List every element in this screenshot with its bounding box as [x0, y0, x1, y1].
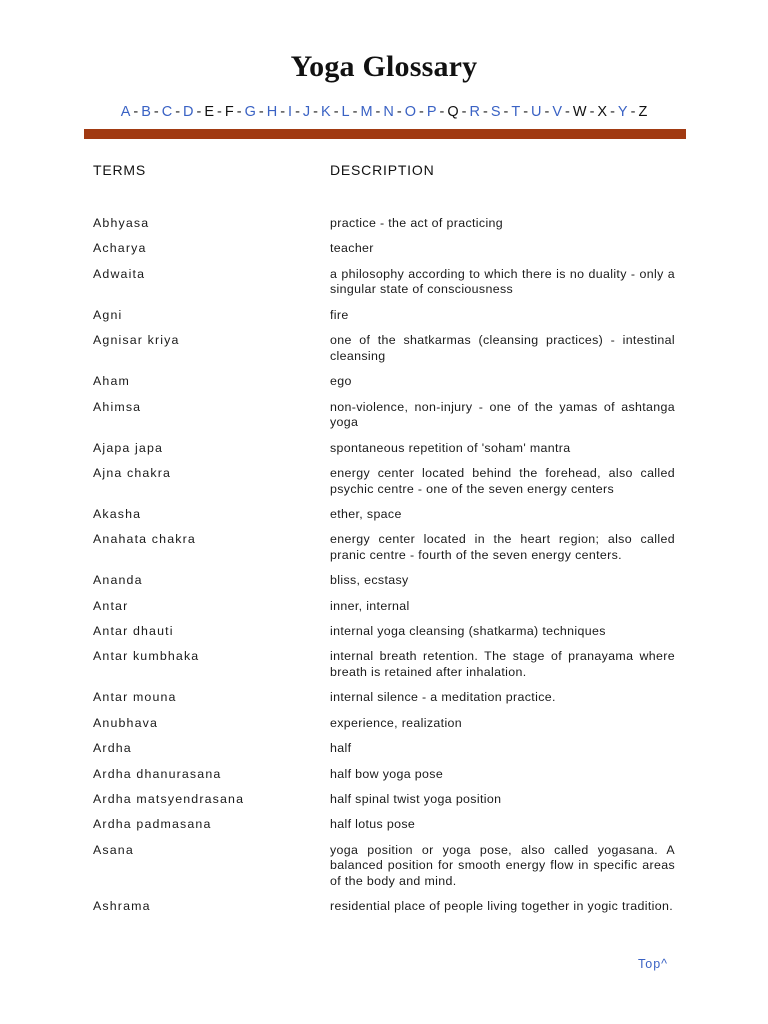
alphabet-separator: -	[544, 104, 550, 120]
table-row	[0, 466, 768, 497]
table-row	[0, 843, 768, 890]
alphabet-separator: -	[258, 104, 264, 120]
glossary-description: fire	[330, 307, 349, 322]
table-row	[0, 624, 768, 640]
glossary-term: Ashrama	[93, 899, 151, 914]
glossary-description: ether, space	[330, 506, 402, 521]
alphabet-letter-x: X	[597, 104, 608, 120]
table-row	[0, 308, 768, 324]
glossary-term: Ahimsa	[93, 399, 142, 414]
alphabet-separator: -	[439, 104, 445, 120]
alphabet-separator: -	[523, 104, 529, 120]
alphabet-separator: -	[375, 104, 381, 120]
glossary-term: Antar dhauti	[93, 624, 174, 639]
alphabet-letter-b[interactable]: B	[141, 104, 151, 120]
table-row	[0, 216, 768, 232]
glossary-term: Adwaita	[93, 266, 146, 281]
glossary-description: energy center located behind the forehead, also called psychic centre - one of the seven energy centers	[330, 465, 675, 496]
glossary-description: half bow yoga pose	[330, 766, 444, 781]
glossary-term: Ardha matsyendrasana	[93, 791, 245, 806]
table-row	[0, 400, 768, 431]
table-row	[0, 441, 768, 457]
glossary-term: Akasha	[93, 506, 142, 521]
alphabet-letter-s[interactable]: S	[490, 104, 501, 120]
alphabet-separator: -	[175, 104, 181, 120]
alphabet-letter-m[interactable]: M	[360, 104, 373, 120]
alphabet-letter-z: Z	[638, 104, 648, 120]
alphabet-separator: -	[610, 104, 615, 120]
glossary-description: energy center located in the heart region; also called pranic centre - fourth of the seven energy centers.	[330, 532, 675, 562]
table-row	[0, 741, 768, 757]
alphabet-separator: -	[196, 104, 202, 120]
alphabet-separator: -	[333, 104, 339, 120]
alphabet-letter-v[interactable]: V	[552, 104, 563, 120]
glossary-description: yoga position or yoga pose, also called yogasana. A balanced position for smooth energy flow in specific areas of the body and mind.	[330, 842, 675, 888]
glossary-term: Antar	[93, 598, 129, 613]
alphabet-separator: -	[630, 104, 636, 120]
terms-column-header: TERMS	[93, 162, 146, 178]
alphabet-letter-u[interactable]: U	[531, 104, 542, 120]
table-row	[0, 690, 768, 706]
glossary-description: non-violence, non-injury - one of the yamas of ashtanga yoga	[330, 399, 675, 430]
alphabet-letter-d[interactable]: D	[183, 104, 194, 120]
alphabet-letter-q: Q	[447, 104, 459, 120]
glossary-term: Ardha	[93, 741, 132, 756]
glossary-description: internal silence - a meditation practice.	[330, 690, 556, 705]
description-column-header: DESCRIPTION	[330, 162, 435, 178]
glossary-term: Agnisar kriya	[93, 333, 180, 348]
alphabet-letter-i[interactable]: I	[288, 104, 293, 120]
glossary-table	[0, 216, 768, 925]
alphabet-letter-g[interactable]: G	[244, 104, 256, 120]
table-row	[0, 267, 768, 298]
alphabet-letter-p[interactable]: P	[426, 104, 437, 120]
alphabet-separator: -	[461, 104, 467, 120]
glossary-description: spontaneous repetition of 'soham' mantra	[330, 440, 571, 455]
alphabet-separator: -	[295, 104, 300, 120]
table-row	[0, 333, 768, 364]
glossary-description: residential place of people living together in yogic tradition.	[330, 899, 674, 914]
alphabet-separator: -	[313, 104, 319, 120]
glossary-term: Acharya	[93, 241, 147, 256]
page-title: Yoga Glossary	[290, 50, 478, 83]
glossary-description: half spinal twist yoga position	[330, 791, 502, 806]
glossary-description: half lotus pose	[330, 817, 416, 832]
alphabet-separator: -	[352, 104, 358, 120]
table-row	[0, 507, 768, 523]
table-row	[0, 649, 768, 680]
glossary-description: bliss, ecstasy	[330, 573, 409, 588]
glossary-term: Antar mouna	[93, 690, 177, 705]
glossary-term: Ardha padmasana	[93, 817, 212, 832]
alphabet-letter-y[interactable]: Y	[617, 104, 628, 120]
glossary-term: Asana	[93, 842, 134, 857]
alphabet-letter-t[interactable]: T	[511, 104, 521, 120]
alphabet-separator: -	[396, 104, 402, 120]
glossary-term: Abhyasa	[93, 216, 150, 230]
alphabet-letter-e: E	[204, 104, 215, 120]
glossary-term: Anubhava	[93, 715, 159, 730]
glossary-term: Anahata chakra	[93, 532, 196, 547]
table-row	[0, 374, 768, 390]
glossary-description: one of the shatkarmas (cleansing practices) - intestinal cleansing	[330, 333, 675, 363]
alphabet-letter-f: F	[224, 104, 234, 120]
back-to-top-link[interactable]: Top^	[638, 957, 669, 971]
table-row	[0, 792, 768, 808]
glossary-term: Ananda	[93, 573, 143, 588]
table-row	[0, 767, 768, 783]
table-row	[0, 573, 768, 589]
alphabet-separator: -	[482, 104, 488, 120]
glossary-description: ego	[330, 374, 352, 389]
glossary-description: practice - the act of practicing	[330, 216, 504, 230]
table-row	[0, 599, 768, 615]
alphabet-separator: -	[280, 104, 286, 120]
alphabet-letter-o[interactable]: O	[404, 104, 416, 120]
table-row	[0, 241, 768, 257]
header-divider	[84, 129, 686, 139]
glossary-term: Ajna chakra	[93, 465, 172, 480]
alphabet-letter-n[interactable]: N	[383, 104, 394, 120]
alphabet-index	[0, 104, 768, 120]
alphabet-letter-l[interactable]: L	[341, 104, 350, 120]
alphabet-separator: -	[419, 104, 424, 120]
alphabet-letter-j[interactable]: J	[302, 104, 311, 120]
glossary-description: internal breath retention. The stage of pranayama where breath is retained after inhalation.	[330, 649, 675, 680]
alphabet-letter-a[interactable]: A	[120, 104, 131, 120]
table-row	[0, 817, 768, 833]
alphabet-separator: -	[217, 104, 222, 120]
glossary-term: Aham	[93, 374, 130, 389]
alphabet-separator: -	[565, 104, 570, 120]
alphabet-separator: -	[589, 104, 595, 120]
glossary-description: half	[330, 741, 352, 756]
alphabet-separator: -	[503, 104, 509, 120]
alphabet-letter-w: W	[572, 104, 587, 120]
table-row	[0, 899, 768, 915]
alphabet-letter-k[interactable]: K	[321, 104, 331, 120]
table-row	[0, 532, 768, 563]
glossary-description: inner, internal	[330, 598, 410, 613]
glossary-term: Ajapa japa	[93, 440, 164, 455]
alphabet-letter-r[interactable]: R	[469, 104, 480, 120]
alphabet-separator: -	[133, 104, 139, 120]
alphabet-letter-h[interactable]: H	[266, 104, 278, 120]
alphabet-separator: -	[153, 104, 159, 120]
glossary-description: teacher	[330, 241, 374, 256]
alphabet-separator: -	[236, 104, 242, 120]
glossary-term: Agni	[93, 307, 123, 322]
glossary-description: internal yoga cleansing (shatkarma) techniques	[330, 624, 606, 639]
glossary-term: Ardha dhanurasana	[93, 766, 222, 781]
table-row	[0, 716, 768, 732]
alphabet-letter-c[interactable]: C	[161, 104, 173, 120]
glossary-description: a philosophy according to which there is no duality - only a singular state of consciousness	[330, 266, 675, 297]
glossary-description: experience, realization	[330, 715, 463, 730]
glossary-term: Antar kumbhaka	[93, 649, 200, 664]
